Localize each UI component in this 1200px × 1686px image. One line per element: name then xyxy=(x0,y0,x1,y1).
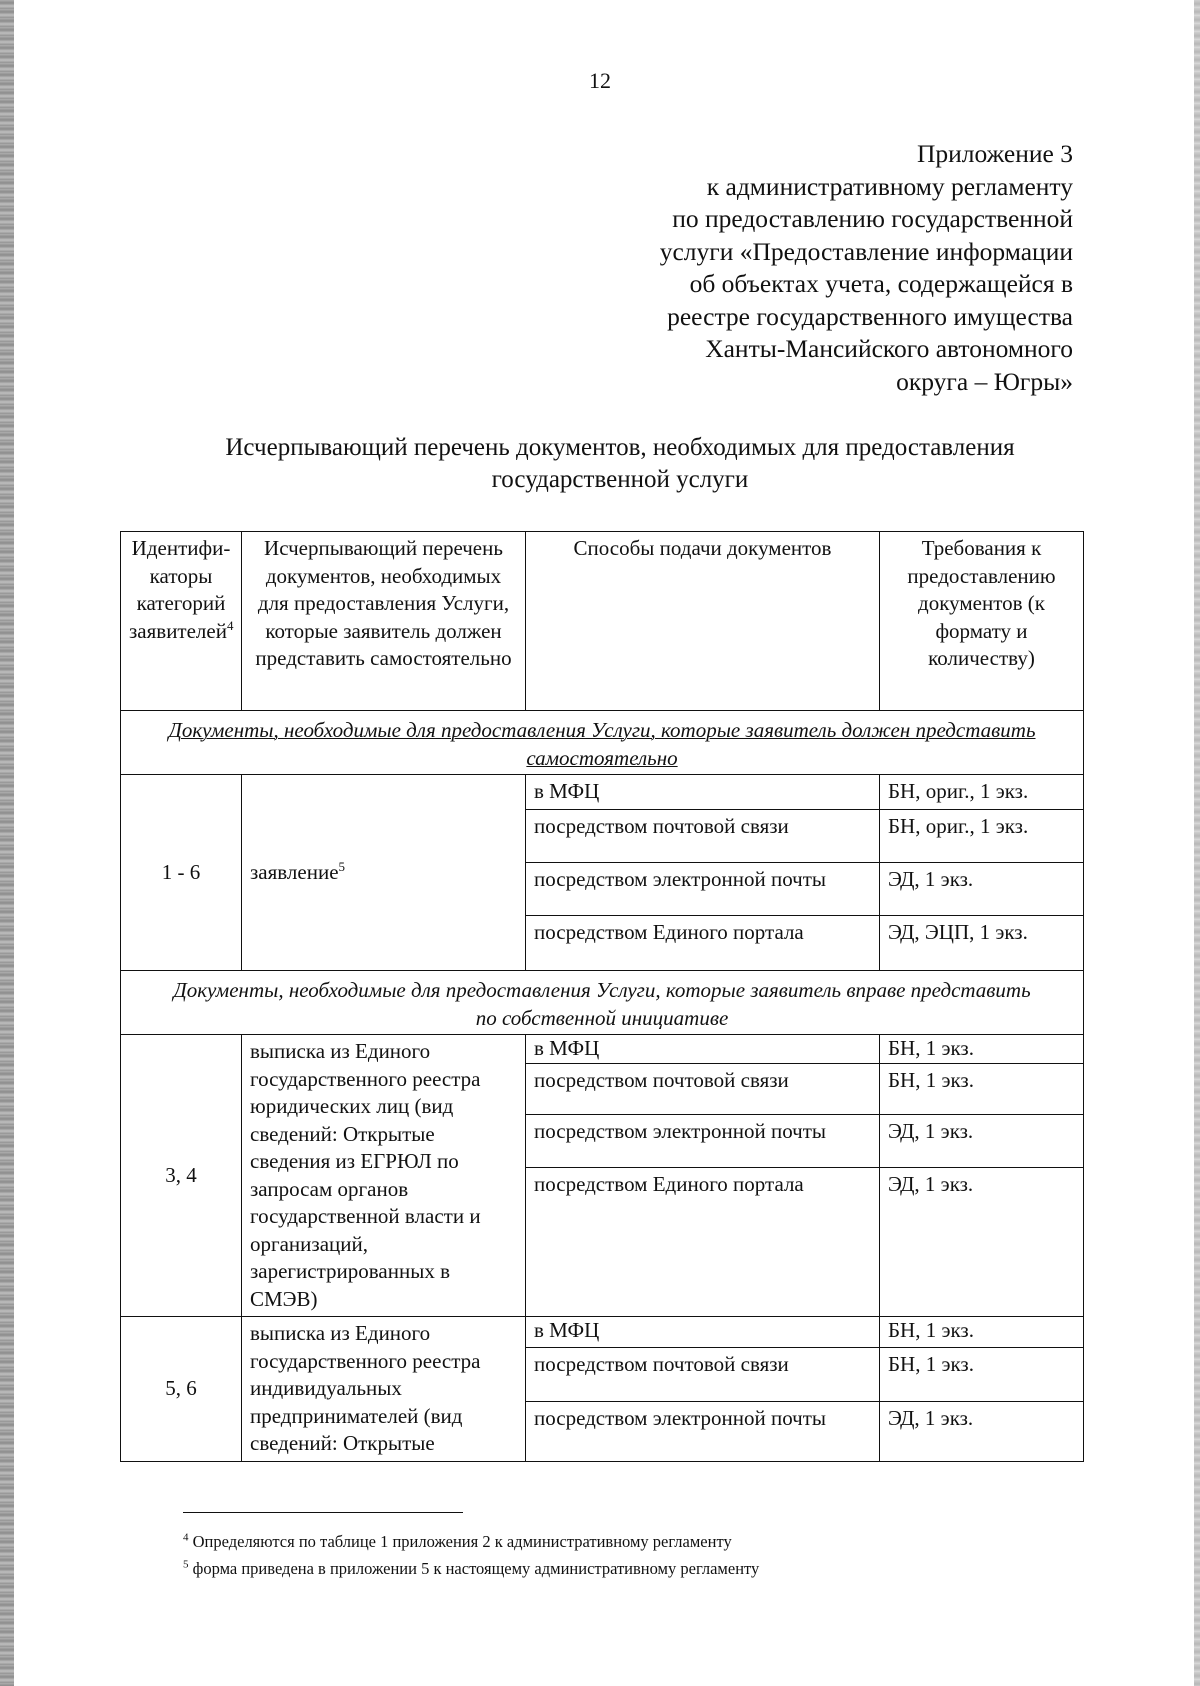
requirement-cell: БН, 1 экз. xyxy=(880,1347,1084,1402)
applicant-id-cell: 5, 6 xyxy=(121,1317,242,1462)
appendix-line: к административному регламенту xyxy=(706,171,1073,201)
scan-edge-right xyxy=(1194,0,1200,1686)
document-cell: выписка из Единого государственного реестра юридических лиц (вид сведений: Открытые сведения из ЕГРЮЛ по запросам органов государственной власти и организаций, зарегистрированных в СМЭВ) xyxy=(242,1035,526,1317)
header-submission-methods: Способы подачи документов xyxy=(526,532,880,711)
section-row xyxy=(121,971,1084,1035)
requirement-cell: ЭД, 1 экз. xyxy=(880,1167,1084,1317)
section-heading-mandatory xyxy=(121,711,1084,775)
method-cell: посредством почтовой связи xyxy=(526,1063,880,1114)
table-row xyxy=(121,1035,1084,1064)
appendix-line: округа – Югры» xyxy=(896,366,1073,396)
method-cell: в МФЦ xyxy=(526,1317,880,1348)
method-cell: в МФЦ xyxy=(526,1035,880,1064)
appendix-header xyxy=(553,138,1073,398)
document-name: заявление xyxy=(250,859,339,884)
document-cell xyxy=(242,775,526,971)
title-line: Исчерпывающий перечень документов, необходимых для предоставления xyxy=(225,434,1015,461)
table-row xyxy=(121,1317,1084,1348)
footnote-text: форма приведена в приложении 5 к настоящему административному регламенту xyxy=(192,1559,760,1578)
header-applicant-ids xyxy=(121,532,242,711)
title-line: государственной услуги xyxy=(491,466,749,493)
footnote-text: Определяются по таблице 1 приложения 2 к административному регламенту xyxy=(192,1532,732,1551)
requirement-cell: БН, 1 экз. xyxy=(880,1035,1084,1064)
applicant-id-cell: 3, 4 xyxy=(121,1035,242,1317)
appendix-line: реестре государственного имущества xyxy=(667,301,1073,331)
requirement-cell: ЭД, 1 экз. xyxy=(880,1402,1084,1461)
applicant-id-cell: 1 - 6 xyxy=(121,775,242,971)
footnote-number: 4 xyxy=(183,1531,189,1544)
section-heading-text: Документы, необходимые для предоставления Услуги, которые заявитель вправе представить по собственной инициативе xyxy=(173,978,1031,1030)
requirement-cell: БН, 1 экз. xyxy=(880,1317,1084,1348)
method-cell: посредством почтовой связи xyxy=(526,810,880,863)
requirement-cell: ЭД, 1 экз. xyxy=(880,1114,1084,1167)
appendix-line: об объектах учета, содержащейся в xyxy=(689,269,1073,298)
documents-table xyxy=(120,531,1084,1462)
requirement-cell: ЭД, ЭЦП, 1 экз. xyxy=(880,916,1084,971)
method-cell: посредством электронной почты xyxy=(526,1402,880,1461)
requirement-cell: БН, ориг., 1 экз. xyxy=(880,810,1084,863)
footnotes xyxy=(183,1528,983,1582)
document-title xyxy=(160,432,1080,496)
appendix-line: услуги «Предоставление информации xyxy=(659,236,1073,266)
header-applicant-ids-text: Идентифи-каторы категорий заявителей xyxy=(129,536,231,643)
footnote-number: 5 xyxy=(183,1558,189,1571)
appendix-line: Ханты-Мансийского автономного xyxy=(705,334,1073,363)
section-heading-text: Документы, необходимые для предоставления Услуги, которые заявитель должен представить самостоятельно xyxy=(168,718,1036,770)
method-cell: посредством электронной почты xyxy=(526,1114,880,1167)
document-cell: выписка из Единого государственного реестра индивидуальных предпринимателей (вид сведений: Открытые xyxy=(242,1317,526,1462)
footnote-ref: 5 xyxy=(338,858,346,874)
section-heading-optional xyxy=(121,971,1084,1035)
header-document-list: Исчерпывающий перечень документов, необходимых для предоставления Услуги, которые заявитель должен представить самостоятельно xyxy=(242,532,526,711)
requirement-cell: БН, 1 экз. xyxy=(880,1063,1084,1114)
table-row xyxy=(121,775,1084,810)
page-number: 12 xyxy=(589,68,611,93)
footnote xyxy=(183,1528,983,1555)
method-cell: посредством Единого портала xyxy=(526,916,880,971)
appendix-line: Приложение 3 xyxy=(917,139,1073,168)
header-requirements: Требования к предоставлению документов (к формату и количеству) xyxy=(880,532,1084,711)
method-cell: посредством почтовой связи xyxy=(526,1347,880,1402)
table-header-row xyxy=(121,532,1084,711)
appendix-line: по предоставлению государственной xyxy=(672,204,1073,233)
method-cell: посредством Единого портала xyxy=(526,1167,880,1317)
footnote xyxy=(183,1555,983,1582)
footnote-separator xyxy=(183,1512,463,1513)
method-cell: посредством электронной почты xyxy=(526,863,880,916)
scan-edge-left xyxy=(0,0,14,1686)
requirement-cell: ЭД, 1 экз. xyxy=(880,863,1084,916)
footnote-ref: 4 xyxy=(226,617,234,633)
requirement-cell: БН, ориг., 1 экз. xyxy=(880,775,1084,810)
method-cell: в МФЦ xyxy=(526,775,880,810)
section-row xyxy=(121,711,1084,775)
